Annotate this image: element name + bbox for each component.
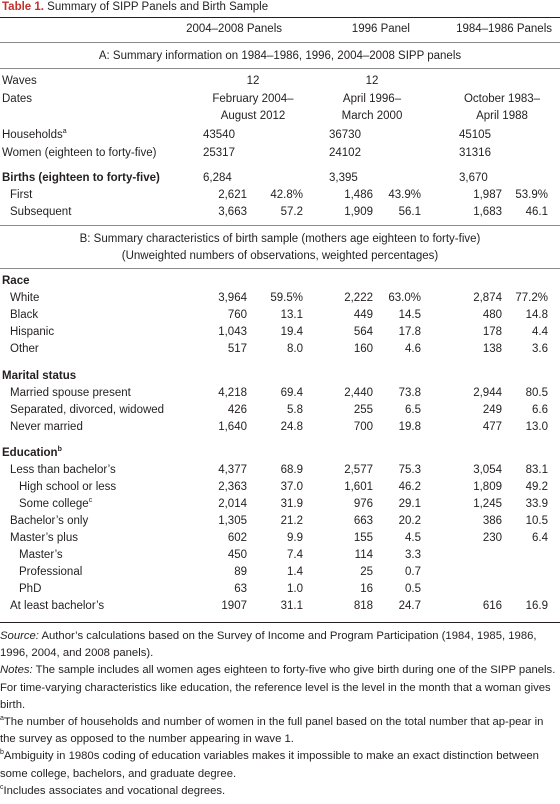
education-professional-label — [19, 564, 82, 581]
table-cell: 1,486 — [344, 189, 373, 201]
education-heading-text: Education — [2, 447, 58, 459]
table-cell: 24.7 — [398, 600, 421, 612]
table-cell: 83.1 — [525, 464, 548, 476]
table-cell: 69.4 — [280, 387, 303, 399]
table-cell: 2,577 — [344, 464, 373, 476]
waves-1996: 12 — [365, 75, 379, 87]
waves-2004: 12 — [246, 75, 260, 87]
education-at-least-bachelor-s-label — [10, 598, 104, 615]
source-text: Author’s calculations based on the Survey of Income and Program Participation (1984, 1985, 1986, 1996, 2004, and 2008 panels). — [0, 630, 537, 660]
footnote-b — [0, 748, 558, 782]
table-cell: 663 — [353, 515, 373, 527]
table-cell: 3,663 — [218, 206, 247, 218]
table-cell: 57.2 — [280, 206, 303, 218]
table-cell: 4.4 — [532, 326, 548, 338]
column-header-1996: 1996 Panel — [351, 23, 410, 35]
table-cell: 602 — [227, 532, 247, 544]
table-cell: 46.1 — [525, 206, 548, 218]
table-cell: 1,245 — [473, 498, 502, 510]
race-other-label — [10, 341, 39, 358]
table-cell: 33.9 — [525, 498, 548, 510]
table-cell: 6.5 — [405, 404, 421, 416]
table-cell: 255 — [353, 404, 373, 416]
households-2004: 43540 — [203, 129, 235, 141]
bottom-rule — [0, 622, 560, 623]
table-cell: 2,440 — [344, 387, 373, 399]
table-cell: 449 — [353, 309, 373, 321]
table-cell: 59.5% — [270, 292, 303, 304]
table-cell: 49.2 — [525, 481, 548, 493]
race-black-label — [10, 307, 38, 324]
subsequent-births-label — [10, 204, 71, 221]
footnote-a — [0, 714, 558, 748]
table-cell: 450 — [227, 549, 247, 561]
source-note — [0, 628, 558, 662]
table-cell: 7.4 — [287, 549, 303, 561]
notes-label: Notes: — [0, 664, 33, 677]
waves-label: Waves — [2, 75, 37, 87]
table-cell: 155 — [353, 532, 373, 544]
table-cell: 16 — [360, 583, 373, 595]
source-label: Source: — [0, 630, 39, 642]
households-1984: 45105 — [459, 129, 491, 141]
table-cell: 2,014 — [218, 498, 247, 510]
table-cell: 89 — [234, 566, 247, 578]
top-rule — [0, 17, 560, 18]
table-cell: 24.8 — [280, 421, 303, 433]
race-white-label — [10, 290, 39, 307]
women-2004: 25317 — [203, 147, 235, 159]
race-black-label-text: Black — [10, 309, 39, 321]
marital-married-spouse-present-label-text: Married spouse present — [10, 387, 131, 399]
table-cell: 976 — [353, 498, 373, 510]
table-cell: 63 — [234, 583, 247, 595]
table-cell: 29.1 — [398, 498, 421, 510]
dates-2004-start: February 2004– — [212, 93, 294, 105]
table-cell: 1,809 — [473, 481, 502, 493]
education-heading — [2, 445, 62, 462]
table-cell: 19.8 — [398, 421, 421, 433]
education-high-school-or-less-label — [19, 479, 116, 496]
table-cell: 1,987 — [473, 189, 502, 201]
table-cell: 56.1 — [398, 206, 421, 218]
table-cell: 19.4 — [280, 326, 303, 338]
table-cell: 14.5 — [398, 309, 421, 321]
births-2004: 6,284 — [203, 172, 232, 184]
dates-1984-start: October 1983– — [463, 93, 541, 105]
table-title-text: Summary of SIPP Panels and Birth Sample — [47, 1, 269, 13]
table-cell: 6.4 — [532, 532, 548, 544]
table-cell: 8.0 — [287, 343, 303, 355]
footnote-c — [0, 783, 558, 800]
table-cell: 31.9 — [280, 498, 303, 510]
table-cell: 77.2% — [515, 292, 548, 304]
table-cell: 25 — [360, 566, 373, 578]
table-cell: 53.9% — [515, 189, 548, 201]
table-cell: 0.7 — [405, 566, 421, 578]
table-cell: 17.8 — [398, 326, 421, 338]
table-cell: 13.0 — [525, 421, 548, 433]
households-label-text: Households — [2, 129, 63, 141]
footnote-a-text: The number of households and number of women in the full panel based on the total number that ap-pear in the survey as opposed to the number appearing in wave 1. — [0, 716, 544, 746]
table-cell: 2,222 — [344, 292, 373, 304]
dates-2004-end: August 2012 — [220, 110, 286, 122]
column-header-2004-2008: 2004–2008 Panels — [186, 23, 282, 35]
table-cell: 4.5 — [405, 532, 421, 544]
table-cell: 700 — [353, 421, 373, 433]
table-cell: 14.8 — [525, 309, 548, 321]
race-heading: Race — [2, 275, 30, 287]
footnote-a-mark: a — [0, 715, 4, 723]
panel-b-rule-top — [0, 225, 560, 226]
education-some-college-footnote-mark: c — [88, 497, 93, 505]
table-number: Table 1. — [2, 1, 44, 13]
table-cell: 4,218 — [218, 387, 247, 399]
table-cell: 477 — [482, 421, 502, 433]
table-cell: 2,874 — [473, 292, 502, 304]
table-cell: 1.4 — [287, 566, 303, 578]
table-cell: 5.8 — [287, 404, 303, 416]
dates-1996-end: March 2000 — [341, 110, 403, 122]
marital-separated-divorced-widowed-label-text: Separated, divorced, widowed — [10, 404, 165, 416]
households-label — [2, 127, 67, 144]
panel-b-subheading: (Unweighted numbers of observations, weighted percentages) — [121, 250, 439, 262]
table-cell: 1,043 — [218, 326, 247, 338]
table-cell: 114 — [354, 549, 373, 561]
marital-heading: Marital status — [2, 370, 77, 382]
table-cell: 426 — [227, 404, 247, 416]
panel-b-heading: B: Summary characteristics of birth sample (mothers age eighteen to forty-five) — [79, 233, 481, 245]
table-cell: 63.0% — [388, 292, 421, 304]
education-some-college-label — [19, 496, 92, 513]
table-cell: 10.5 — [525, 515, 548, 527]
education-master-s-plus-label — [10, 530, 78, 547]
education-master-s-label-text: Master’s — [19, 549, 63, 561]
households-1996: 36730 — [329, 129, 361, 141]
table-cell: 75.3 — [398, 464, 421, 476]
table-cell: 37.0 — [280, 481, 303, 493]
marital-never-married-label-text: Never married — [10, 421, 83, 433]
table-cell: 3.3 — [405, 549, 421, 561]
table-cell: 480 — [482, 309, 502, 321]
first-births-label-text: First — [10, 189, 33, 201]
dates-label: Dates — [2, 93, 33, 105]
notes-note — [0, 662, 558, 714]
table-cell: 31.1 — [280, 600, 303, 612]
dates-1984-end: April 1988 — [476, 110, 528, 122]
table-cell: 2,621 — [218, 189, 247, 201]
table-cell: 386 — [482, 515, 502, 527]
education-master-s-label — [19, 547, 63, 564]
education-less-than-bachelor-s-label — [10, 462, 116, 479]
table-cell: 16.9 — [525, 600, 548, 612]
education-professional-label-text: Professional — [19, 566, 83, 578]
table-cell: 9.9 — [287, 532, 303, 544]
table-cell: 230 — [482, 532, 502, 544]
table-cell: 249 — [482, 404, 502, 416]
marital-never-married-label — [10, 419, 83, 436]
panel-a-heading: A: Summary information on 1984–1986, 1996, 2004–2008 SIPP panels — [98, 50, 462, 62]
table-cell: 178 — [482, 326, 502, 338]
education-phd-label — [19, 581, 41, 598]
race-hispanic-label-text: Hispanic — [10, 326, 55, 338]
table-cell: 3,054 — [473, 464, 502, 476]
table-cell: 20.2 — [398, 515, 421, 527]
footnote-c-mark: c — [0, 784, 4, 792]
race-white-label-text: White — [10, 292, 40, 304]
education-bachelor-s-only-label — [10, 513, 88, 530]
table-cell: 13.1 — [280, 309, 303, 321]
table-cell: 68.9 — [280, 464, 303, 476]
education-phd-label-text: PhD — [19, 583, 42, 595]
table-cell: 2,363 — [218, 481, 247, 493]
table-notes — [0, 628, 558, 800]
education-master-s-plus-label-text: Master’s plus — [10, 532, 78, 544]
education-footnote-mark: b — [57, 446, 62, 454]
education-some-college-label-text: Some college — [19, 498, 89, 510]
header-rule — [0, 42, 560, 43]
table-cell: 1,601 — [344, 481, 373, 493]
table-cell: 2,944 — [473, 387, 502, 399]
table-cell: 564 — [353, 326, 373, 338]
education-bachelor-s-only-label-text: Bachelor’s only — [10, 515, 89, 527]
table-cell: 1,909 — [344, 206, 373, 218]
table-cell: 616 — [482, 600, 502, 612]
table-cell: 4.6 — [405, 343, 421, 355]
table-cell: 46.2 — [398, 481, 421, 493]
marital-separated-divorced-widowed-label — [10, 402, 164, 419]
first-births-label — [10, 187, 32, 204]
table-cell: 160 — [353, 343, 373, 355]
race-other-label-text: Other — [10, 343, 39, 355]
table-cell: 6.6 — [532, 404, 548, 416]
table-cell: 21.2 — [280, 515, 303, 527]
births-label: Births (eighteen to forty-five) — [2, 172, 160, 184]
panel-b-rule-bottom — [0, 268, 560, 269]
table-cell: 1907 — [221, 600, 247, 612]
births-1984: 3,670 — [459, 172, 488, 184]
notes-text: The sample includes all women ages eighteen to forty-five who give birth during one of the SIPP panels. For time-varying characteristics like education, the reference level is the level in the month that a woman gives birth. — [0, 664, 556, 711]
table-cell: 1.0 — [287, 583, 303, 595]
dates-1996-start: April 1996– — [342, 93, 402, 105]
table-cell: 80.5 — [525, 387, 548, 399]
table-cell: 138 — [482, 343, 502, 355]
table-cell: 1,305 — [218, 515, 247, 527]
footnote-c-text: Includes associates and vocational degrees. — [3, 784, 226, 797]
table-cell: 42.8% — [270, 189, 303, 201]
table-cell: 760 — [227, 309, 247, 321]
table-cell: 818 — [353, 600, 373, 612]
table-cell: 4,377 — [218, 464, 247, 476]
table-cell: 1,683 — [473, 206, 502, 218]
table-cell: 3.6 — [532, 343, 548, 355]
education-high-school-or-less-label-text: High school or less — [19, 481, 117, 493]
women-label: Women (eighteen to forty-five) — [2, 147, 157, 159]
race-hispanic-label — [10, 324, 54, 341]
marital-married-spouse-present-label — [10, 385, 131, 402]
table-cell: 43.9% — [388, 189, 421, 201]
education-at-least-bachelor-s-label-text: At least bachelor’s — [10, 600, 105, 612]
subsequent-births-label-text: Subsequent — [10, 206, 72, 218]
table-cell: 1,640 — [218, 421, 247, 433]
births-1996: 3,395 — [329, 172, 358, 184]
table-cell: 517 — [227, 343, 247, 355]
table-cell: 73.8 — [398, 387, 421, 399]
table-cell: 3,964 — [218, 292, 247, 304]
education-less-than-bachelor-s-label-text: Less than bachelor’s — [10, 464, 116, 476]
women-1996: 24102 — [329, 147, 361, 159]
women-1984: 31316 — [459, 147, 491, 159]
households-footnote-mark: a — [62, 128, 67, 136]
footnote-b-text: Ambiguity in 1980s coding of education variables makes it impossible to make an exact distinction between some college, bachelors, and graduate degree. — [0, 750, 539, 780]
table-cell: 0.5 — [405, 583, 421, 595]
table-title — [2, 0, 268, 15]
footnote-b-mark: b — [0, 749, 4, 757]
panel-a-rule — [0, 68, 560, 69]
column-header-1984-1986: 1984–1986 Panels — [456, 23, 552, 35]
